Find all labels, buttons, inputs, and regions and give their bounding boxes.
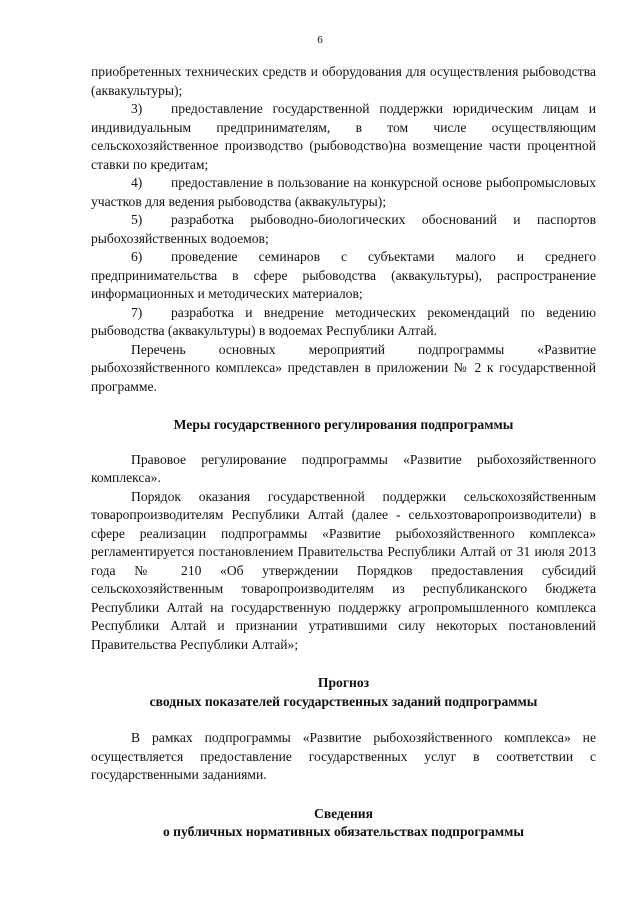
section-heading-forecast: Прогноз: [317, 675, 370, 690]
paragraph-support-order: Порядок оказания государственной поддержки сельскохозяйственным товаропроизводителям Республики Алтай (далее - сельхозтоваропроизводители) в сфере реализации подпрограммы «Развитие рыбохозяйственного комплекса» регламентируется постановлением Правительства Республики Алтай от 31 июля 2013 года № 210 «Об утверждении Порядков предоставления субсидий сельскохозяйственным товаропроизводителям из республиканского бюджета Республики Алтай на государственную поддержку агропромышленного комплекса Республики Алтай и признании утратившими силу некоторых постановлений Правительства Республики Алтай»;: [91, 488, 596, 652]
paragraph-continuation: приобретенных технических средств и оборудования для осуществления рыбоводства (аквакультуры);: [91, 64, 596, 98]
page-number: 6: [317, 34, 323, 46]
list-item: [91, 304, 596, 341]
section-heading-info-subtitle: о публичных нормативных обязательствах подпрограммы: [162, 824, 524, 839]
list-item-text: предоставление государственной поддержки юридическим лицам и индивидуальным предпринимателям, в том числе осуществляющим сельскохозяйственное производство (рыбоводство)на возмещение части процентной ставки по кредитам;: [91, 101, 596, 172]
paragraph-legal-regulation: Правовое регулирование подпрограммы «Развитие рыбохозяйственного комплекса».: [91, 451, 596, 485]
list-item: [91, 211, 596, 248]
list-item-number: 4): [131, 175, 143, 190]
list-item: [91, 100, 596, 174]
document-body: [91, 63, 596, 842]
list-item-number: 6): [131, 249, 143, 264]
list-item-number: 3): [131, 101, 143, 116]
section-heading-info: Сведения: [314, 805, 373, 821]
list-item: [91, 248, 596, 304]
paragraph-forecast: В рамках подпрограммы «Развитие рыбохозяйственного комплекса» не осуществляется предоставление государственных услуг в соответствии с государственными заданиями.: [91, 730, 596, 782]
list-item-text: разработка и внедрение методических рекомендаций по ведению рыбоводства (аквакультуры) в водоемах Республики Алтай.: [91, 304, 596, 338]
section-heading-measures: Меры государственного регулирования подпрограммы: [173, 417, 514, 432]
list-item-number: 7): [131, 304, 143, 320]
section-heading-forecast-subtitle: сводных показателей государственных заданий подпрограммы: [149, 693, 538, 709]
list-item-text: разработка рыбоводно-биологических обоснований и паспортов рыбохозяйственных водоемов;: [91, 212, 596, 246]
list-item: [91, 174, 596, 211]
list-item-number: 5): [131, 212, 143, 227]
list-item-text: проведение семинаров с субъектами малого и среднего предпринимательства в сфере рыбоводства (аквакультуры), распространение информационных и методических материалов;: [91, 249, 596, 301]
list-item-text: предоставление в пользование на конкурсной основе рыбопромысловых участков для ведения рыбоводства (аквакультуры);: [91, 175, 596, 209]
paragraph-list-reference: Перечень основных мероприятий подпрограммы «Развитие рыбохозяйственного комплекса» представлен в приложении № 2 к государственной программе.: [91, 341, 596, 394]
